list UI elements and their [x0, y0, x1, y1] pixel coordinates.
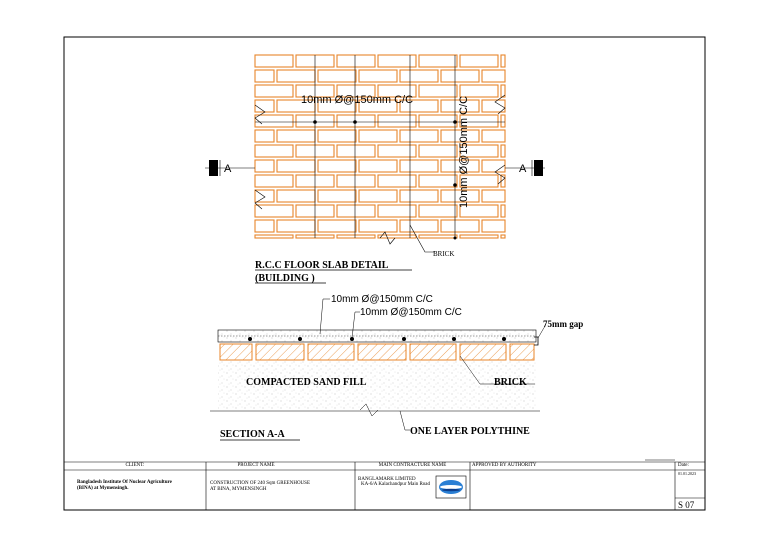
plan-brick: [501, 145, 505, 157]
section-polythene-label: ONE LAYER POLYTHINE: [410, 426, 530, 437]
plan-brick: [359, 130, 397, 142]
plan-brick: [255, 175, 293, 187]
section-brick: [220, 344, 252, 360]
plan-brick: [255, 235, 293, 238]
section-sand-label: COMPACTED SAND FILL: [246, 377, 367, 388]
plan-brick: [501, 205, 505, 217]
plan-brick: [277, 220, 315, 232]
date-value: 01.01.2023: [678, 471, 696, 476]
section-mark-right-label: A: [519, 163, 527, 175]
contractor-header: MAIN CONTRACTURE NAME: [378, 463, 447, 468]
section-mark-left-label: A: [224, 163, 232, 175]
plan-brick: [318, 160, 356, 172]
plan-brick: [441, 70, 479, 82]
plan-brick: [482, 220, 505, 232]
plan-brick: [419, 85, 457, 97]
plan-brick: [501, 235, 505, 238]
plan-title-line1: R.C.C FLOOR SLAB DETAIL: [255, 260, 389, 271]
plan-brick: [460, 85, 498, 97]
section-title: SECTION A-A: [220, 429, 285, 440]
client-header: CLIENT:: [125, 463, 145, 468]
sheet-number: S 07: [678, 500, 695, 510]
plan-title-line2: (BUILDING ): [255, 273, 315, 284]
plan-brick: [419, 55, 457, 67]
section-brick: [308, 344, 354, 360]
plan-rebar-y-label: 10mm Ø@150mm C/C: [458, 95, 470, 208]
plan-brick: [419, 115, 457, 127]
plan-brick: [359, 160, 397, 172]
client-line2: (BINA) at Mymensingh.: [77, 486, 129, 491]
plan-brick: [359, 220, 397, 232]
plan-brick: [255, 205, 293, 217]
plan-brick: [277, 130, 315, 142]
plan-brick: [337, 205, 375, 217]
section-gap-label: 75mm gap: [543, 319, 584, 329]
plan-brick: [277, 160, 315, 172]
plan-brick: [400, 70, 438, 82]
plan-brick: [255, 55, 293, 67]
plan-brick: [337, 145, 375, 157]
plan-brick: [277, 190, 315, 202]
plan-rebar-x-label: 10mm Ø@150mm C/C: [301, 94, 414, 106]
plan-brick: [337, 55, 375, 67]
plan-brick: [482, 190, 505, 202]
contractor-line1: BANGLAMARK LIMITED: [358, 477, 416, 482]
section-brick: [256, 344, 304, 360]
plan-brick: [359, 190, 397, 202]
plan-brick: [255, 70, 274, 82]
project-header: PROJECT NAME: [237, 463, 275, 468]
plan-brick: [482, 70, 505, 82]
plan-brick: [359, 70, 397, 82]
plan-brick: [482, 130, 505, 142]
plan-brick: [255, 160, 274, 172]
plan-brick: [318, 70, 356, 82]
plan-brick: [337, 235, 375, 238]
plan-brick: [318, 220, 356, 232]
plan-brick: [441, 220, 479, 232]
client-line1: Bangladesh Institute Of Nuclear Agriculture: [77, 480, 172, 485]
section-brick: [510, 344, 534, 360]
plan-brick-label: BRICK: [433, 250, 455, 258]
section-rebar-top-label: 10mm Ø@150mm C/C: [331, 294, 433, 305]
plan-brick: [419, 145, 457, 157]
plan-brick: [255, 100, 274, 112]
plan-brick: [400, 190, 438, 202]
plan-brick: [255, 130, 274, 142]
contractor-logo: [436, 476, 466, 498]
drawing-border: [64, 37, 705, 510]
plan-brick: [419, 205, 457, 217]
plan-brick: [460, 235, 498, 238]
section-rebar-bottom-label: 10mm Ø@150mm C/C: [360, 307, 462, 318]
plan-brick: [501, 55, 505, 67]
approved-header: APPROVED BY AUTHORITY: [472, 463, 537, 468]
plan-brick: [318, 130, 356, 142]
plan-brick: [255, 115, 293, 127]
plan-brick: [255, 145, 293, 157]
plan-brick: [318, 190, 356, 202]
plan-rebar-dots: [313, 120, 457, 239]
plan-brick: [337, 175, 375, 187]
date-header: Date:: [678, 463, 689, 468]
plan-brick: [255, 220, 274, 232]
section-brick: [358, 344, 406, 360]
plan-brick: [277, 70, 315, 82]
section-brick-row: [220, 344, 534, 360]
section-brick: [410, 344, 456, 360]
plan-brick: [482, 160, 505, 172]
plan-brick: [501, 115, 505, 127]
plan-brick: [255, 85, 293, 97]
section-brick-label: BRICK: [494, 377, 527, 388]
plan-brick: [400, 130, 438, 142]
contractor-line2: KA-6/A Kalachandpur Main Road: [361, 482, 431, 487]
project-line1: CONSTRUCTION OF 240 Sqm GREENHOUSE: [210, 481, 311, 486]
project-line2: AT BINA, MYMENSINGH: [210, 487, 267, 492]
plan-brick: [419, 175, 457, 187]
section-brick: [460, 344, 506, 360]
plan-brick: [400, 220, 438, 232]
plan-brick: [460, 55, 498, 67]
plan-brick: [419, 235, 457, 238]
plan-brick: [400, 160, 438, 172]
